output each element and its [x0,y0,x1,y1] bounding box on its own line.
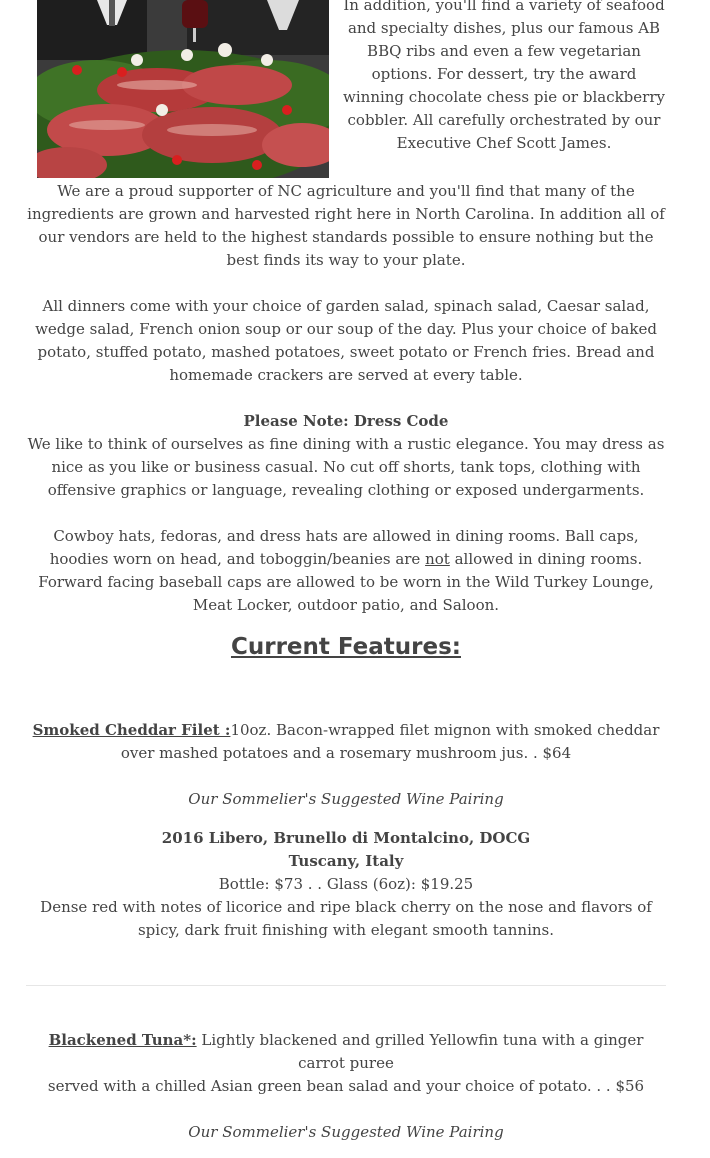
hats-policy-emphasis: not [425,550,450,568]
hats-policy-text-before: Cowboy hats, fedoras, and dress hats are allowed in dining rooms. Ball caps, hoodies worn on head, and toboggin/beanies are [49,527,639,568]
dinners-paragraph: All dinners come with your choice of garden salad, spinach salad, Caesar salad, wedge salad, French onion soup or our soup of the day. Plus your choice of baked potato, stuffed potato, mashed potatoes, sweet potato or French fries. Bread and homemade crackers are served at every table. [35,297,657,384]
feature-description-continued: served with a chilled Asian green bean salad and your choice of potato. . . $56 [47,1077,645,1095]
agriculture-paragraph: We are a proud supporter of NC agriculture and you'll find that many of the ingredients are grown and harvested right here in North Carolina. In addition all of our vendors are held to the highest standards possible to ensure nothing but the best finds its way to your plate. [27,182,665,269]
feature-description: 10oz. Bacon-wrapped filet mignon with smoked cheddar over mashed potatoes and a rosemary mushroom jus. . $64 [120,721,660,762]
dress-code-text: We like to think of ourselves as fine dining with a rustic elegance. You may dress as nice as you like or business casual. No cut off shorts, tank tops, clothing with offensive graphics or language, revealing clothing or exposed undergarments. [27,435,665,499]
intro-description: In addition, you'll find a variety of seafood and specialty dishes, plus our famous AB BBQ ribs and even a few vegetarian options. For dessert, try the award winning chocolate chess pie or blackberry cobbler. All carefully orchestrated by our Executive Chef Scott James. [343,0,665,152]
meat-platter-illustration [37,0,329,178]
hats-policy-text-after: allowed in dining rooms. Forward facing baseball caps are allowed to be worn in the Wild Turkey Lounge, Meat Locker, outdoor patio, and Saloon. [38,550,654,614]
wine-region: Tuscany, Italy [288,852,404,870]
wine-pairing-heading: Our Sommelier's Suggested Wine Pairing [188,1123,504,1141]
dress-code-block [26,410,666,502]
feature-name: Smoked Cheddar Filet : [32,721,231,739]
wine-pairing-details [26,827,666,942]
feature-description: Lightly blackened and grilled Yellowfin tuna with a ginger carrot puree [196,1031,644,1072]
feature-blackened-tuna [36,1029,656,1075]
section-divider [26,985,666,986]
current-features-title: Current Features: [230,634,461,660]
feature-smoked-cheddar-filet [26,719,666,765]
wine-price: Bottle: $73 . . Glass (6oz): $19.25 [218,875,474,893]
wine-pairing-heading: Our Sommelier's Suggested Wine Pairing [188,790,504,808]
wine-notes: Dense red with notes of licorice and ripe black cherry on the nose and flavors of spicy, dark fruit finishing with elegant smooth tannins. [40,898,652,939]
hats-policy-paragraph [26,525,666,617]
chefs-meat-platter-photo [37,0,329,178]
dress-code-heading: Please Note: Dress Code [243,412,449,430]
wine-name: 2016 Libero, Brunello di Montalcino, DOCG [161,829,531,847]
feature-name: Blackened Tuna*: [48,1031,197,1049]
